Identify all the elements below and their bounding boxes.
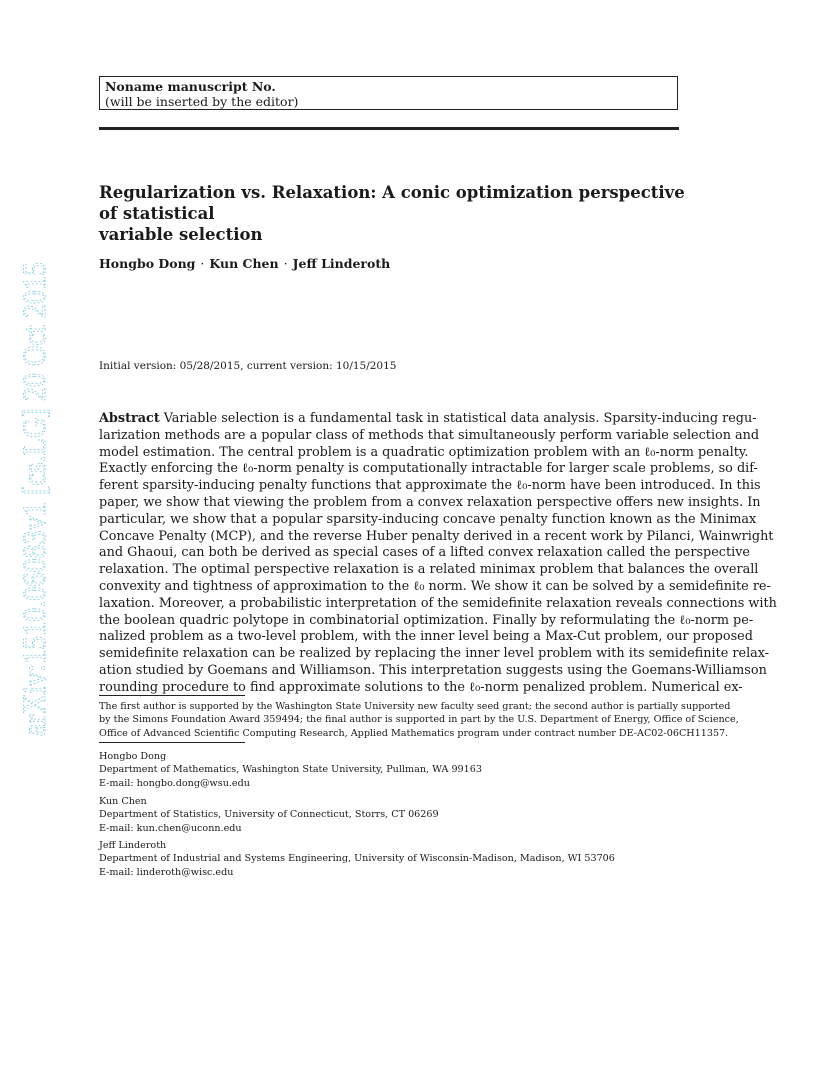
funding-footnote — [99, 700, 739, 740]
footnote-line: Office of Advanced Scientific Computing Research, Applied Mathematics program under contract number DE-AC02-06CH11357. — [99, 727, 729, 739]
author-name: Jeff Linderoth — [292, 256, 391, 271]
affiliation-email: E-mail: kun.chen@uconn.edu — [99, 822, 242, 834]
abstract-line: ation studied by Goemans and Williamson. This interpretation suggests using the Goemans-Williamson — [99, 662, 767, 678]
abstract-line: Exactly enforcing the ℓ₀-norm penalty is computationally intractable for larger scale problems, so dif- — [99, 461, 758, 477]
abstract-line — [99, 411, 757, 428]
manuscript-editor-note: (will be inserted by the editor) — [105, 94, 299, 109]
abstract-line: larization methods are a popular class of methods that simultaneously perform variable selection and — [99, 427, 760, 443]
affiliation-email: E-mail: linderoth@wisc.edu — [99, 866, 234, 878]
arxiv-stamp-graphic — [0, 0, 60, 1072]
affiliation-department: Department of Industrial and Systems Engineering, University of Wisconsin-Madison, Madison, WI 53706 — [99, 853, 615, 865]
footnote-line: The first author is supported by the Washington State University new faculty seed grant; the second author is partially supported — [99, 701, 731, 712]
arxiv-stamp-text: arXiv:1510.06083v1 [cs.LG] 20 Oct 2015 — [17, 180, 53, 736]
version-line: Initial version: 05/28/2015, current version: 10/15/2015 — [99, 360, 397, 372]
footnote-line: by the Simons Foundation Award 359494; the final author is supported in part by the U.S. Department of Energy, Office of Science, — [99, 714, 739, 726]
affiliation-block — [99, 750, 659, 790]
author-separator: · — [200, 256, 205, 271]
affiliation-email: E-mail: hongbo.dong@wsu.edu — [99, 777, 250, 789]
author-name: Hongbo Dong — [99, 256, 196, 271]
author-separator: · — [283, 256, 288, 271]
manuscript-number-box — [99, 76, 678, 110]
abstract — [99, 411, 777, 697]
abstract-line: rounding procedure to find approximate solutions to the ℓ₀-norm penalized problem. Numerical ex- — [99, 679, 743, 695]
manuscript-label: Noname manuscript No. — [105, 79, 276, 94]
abstract-line: nalized problem as a two-level problem, with the inner level being a Max-Cut problem, our proposed — [99, 629, 753, 645]
paper-title — [99, 182, 689, 245]
abstract-line: paper, we show that viewing the problem from a convex relaxation perspective offers new insights. In — [99, 494, 761, 510]
author-list — [99, 256, 699, 271]
abstract-line: laxation. Moreover, a probabilistic interpretation of the semidefinite relaxation reveals connections with — [99, 595, 777, 611]
paper-title-line-1: Regularization vs. Relaxation: A conic optimization perspective of statistical — [99, 183, 685, 223]
abstract-heading: Abstract — [99, 411, 160, 426]
abstract-line: semidefinite relaxation can be realized by replacing the inner level problem with its semidefinite relax- — [99, 646, 770, 662]
abstract-line: convexity and tightness of approximation to the ℓ₀ norm. We show it can be solved by a semidefinite re- — [99, 578, 771, 594]
footnote-rule — [99, 695, 245, 696]
header-rule — [99, 127, 679, 130]
affiliation-department: Department of Mathematics, Washington State University, Pullman, WA 99163 — [99, 764, 482, 776]
abstract-line: Concave Penalty (MCP), and the reverse Huber penalty derived in a recent work by Pilanci, Wainwright — [99, 528, 774, 544]
abstract-line: ferent sparsity-inducing penalty functions that approximate the ℓ₀-norm have been introduced. In this — [99, 478, 761, 494]
abstract-line: relaxation. The optimal perspective relaxation is a related minimax problem that balances the overall — [99, 562, 759, 578]
affiliation-rule — [99, 742, 245, 743]
affiliation-name: Hongbo Dong — [99, 751, 167, 762]
abstract-line: and Ghaoui, can both be derived as special cases of a lifted convex relaxation called the perspective — [99, 545, 751, 561]
abstract-line-text: Variable selection is a fundamental task in statistical data analysis. Sparsity-inducing regu- — [163, 411, 757, 426]
abstract-line: the boolean quadric polytope in combinatorial optimization. Finally by reformulating the ℓ₀-norm pe- — [99, 612, 754, 628]
abstract-line: particular, we show that a popular sparsity-inducing concave penalty function known as the Minimax — [99, 511, 757, 527]
paper-title-line-2: variable selection — [99, 225, 263, 244]
author-name: Kun Chen — [209, 256, 279, 271]
affiliation-block — [99, 839, 659, 879]
affiliation-name: Jeff Linderoth — [99, 840, 167, 851]
affiliation-block — [99, 795, 659, 835]
affiliation-department: Department of Statistics, University of Connecticut, Storrs, CT 06269 — [99, 809, 439, 821]
affiliation-name: Kun Chen — [99, 796, 147, 807]
arxiv-side-stamp — [0, 0, 60, 1072]
abstract-line: model estimation. The central problem is a quadratic optimization problem with an ℓ₀-norm penalty. — [99, 444, 749, 460]
